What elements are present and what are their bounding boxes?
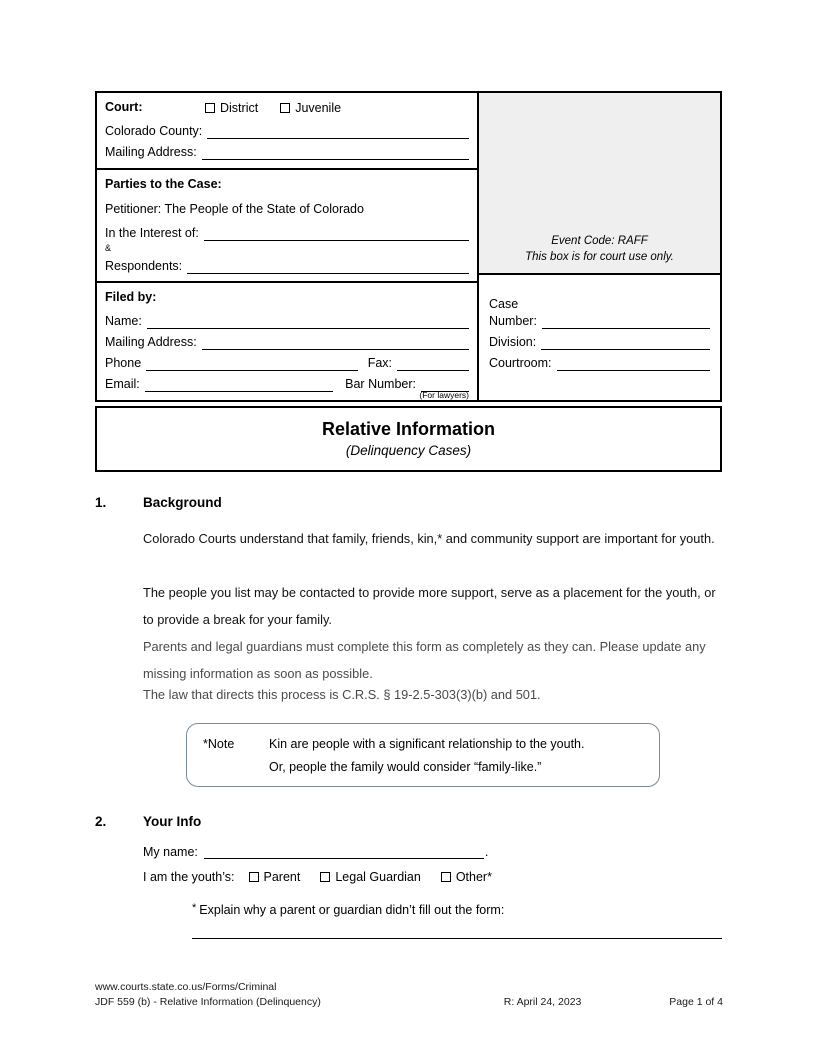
court-option-juvenile[interactable] (280, 101, 341, 115)
filed-by-name-label: Name: (105, 314, 142, 328)
checkbox-other-icon[interactable] (441, 872, 451, 882)
page-title: Relative Information (321, 418, 496, 439)
division-row (489, 335, 710, 350)
relationship-option-legal-guardian[interactable] (320, 870, 420, 884)
filed-by-mailing-row (105, 335, 469, 350)
court-option-district-label: District (220, 100, 259, 115)
case-info-cell (479, 283, 720, 393)
section-1-title: Background (143, 495, 222, 510)
explain-answer-input[interactable] (192, 938, 722, 939)
bar-number-group (345, 377, 469, 400)
relationship-option-other-label: Other* (455, 870, 492, 884)
case-number-row (489, 314, 710, 329)
courtroom-row (489, 356, 710, 371)
footer-revision-date: R: April 24, 2023 (503, 996, 582, 1008)
in-the-interest-of-label: In the Interest of: (105, 226, 199, 240)
relationship-row (143, 870, 512, 884)
respondents-label: Respondents: (105, 259, 183, 273)
colorado-county-row (105, 124, 469, 139)
filed-by-email-label: Email: (105, 377, 140, 391)
court-use-text (479, 233, 720, 265)
note-tag-label: *Note (203, 737, 235, 751)
caption-left-column (97, 93, 479, 283)
filed-by-column (97, 283, 479, 400)
case-label: Case (489, 297, 519, 311)
filed-by-phone-fax-row (105, 356, 469, 371)
court-option-juvenile-label: Juvenile (295, 100, 342, 115)
section-heading-background (95, 495, 222, 510)
division-input[interactable] (541, 336, 710, 350)
court-use-only-text: This box is for court use only. (525, 251, 674, 263)
caption-table (95, 91, 722, 402)
footer-form-id: JDF 559 (b) - Relative Information (Delinquency) (95, 996, 321, 1008)
explain-prompt (192, 902, 504, 917)
background-paragraph-1: Colorado Courts understand that family, friends, kin,* and community support are important for youth. (143, 531, 715, 546)
explain-prompt-label: Explain why a parent or guardian didn’t fill out the form: (199, 903, 505, 917)
court-mailing-address-row (105, 145, 469, 160)
background-paragraph-3: Parents and legal guardians must complete this form as completely as they can. Please update any missing information as soon as possible. (143, 639, 706, 681)
note-callout-box (186, 723, 660, 787)
relationship-option-parent[interactable] (249, 870, 301, 884)
my-name-input[interactable] (204, 845, 484, 859)
ampersand-text: & (105, 243, 112, 253)
my-name-label: My name: (143, 845, 198, 859)
note-line-1 (187, 733, 659, 756)
case-number-input[interactable] (542, 315, 710, 329)
respondents-row (105, 259, 469, 274)
section-2-number: 2. (95, 814, 107, 829)
footer-page-number: Page 1 of 4 (669, 996, 723, 1008)
courtroom-input[interactable] (557, 357, 710, 371)
division-label: Division: (489, 335, 537, 349)
court-option-district[interactable] (205, 101, 258, 115)
section-1-number: 1. (95, 495, 107, 510)
court-use-box (479, 93, 720, 275)
checkbox-legal-guardian-icon[interactable] (320, 872, 330, 882)
footer-row (95, 995, 723, 1010)
courtroom-label: Courtroom: (489, 356, 552, 370)
filed-by-email-bar-row (105, 377, 469, 400)
relationship-option-other[interactable] (441, 870, 492, 884)
parties-cell (97, 170, 477, 283)
relationship-option-legal-guardian-label: Legal Guardian (335, 870, 421, 884)
checkbox-district-icon[interactable] (205, 103, 215, 113)
filed-by-mailing-input[interactable] (202, 336, 469, 350)
checkbox-juvenile-icon[interactable] (280, 103, 290, 113)
filed-by-fax-input[interactable] (397, 357, 469, 371)
note-text-line-2: Or, people the family would consider “family-like.” (269, 760, 542, 774)
relationship-option-parent-label: Parent (263, 870, 301, 884)
court-mailing-address-label: Mailing Address: (105, 145, 197, 159)
filed-by-email-input[interactable] (145, 378, 333, 392)
caption-right-column-upper (479, 93, 720, 283)
footer-url: www.courts.state.co.us/Forms/Criminal (95, 981, 277, 993)
event-code-text: Event Code: RAFF (551, 235, 648, 247)
page-footer (95, 980, 723, 1010)
respondents-input[interactable] (187, 260, 469, 274)
note-line-2 (187, 756, 659, 779)
for-lawyers-note: (For lawyers) (419, 390, 469, 400)
page-subtitle: (Delinquency Cases) (345, 442, 472, 458)
court-cell (97, 93, 477, 170)
in-the-interest-of-row (105, 226, 469, 241)
court-mailing-address-input[interactable] (202, 146, 469, 160)
filed-by-phone-input[interactable] (146, 357, 358, 371)
document-title-block (95, 406, 722, 472)
court-selection-row (105, 100, 469, 115)
background-paragraph-2: The people you list may be contacted to provide more support, serve as a placement for the youth, or to provide a break for your family. (143, 585, 716, 627)
court-label: Court: (105, 100, 143, 114)
section-2-title: Your Info (143, 814, 202, 829)
in-the-interest-of-input[interactable] (204, 227, 469, 241)
filed-by-name-row (105, 314, 469, 329)
filed-by-heading: Filed by: (105, 290, 157, 304)
parties-heading: Parties to the Case: (105, 177, 222, 191)
filed-by-name-input[interactable] (147, 315, 469, 329)
background-paragraph-4: The law that directs this process is C.R.S. § 19-2.5-303(3)(b) and 501. (143, 687, 541, 702)
caption-lower-row (97, 283, 720, 400)
filed-by-fax-label: Fax: (367, 356, 392, 370)
explain-asterisk: * (192, 902, 197, 914)
filed-by-phone-label: Phone (105, 356, 142, 370)
note-spacer (187, 756, 269, 779)
note-text-line-1: Kin are people with a significant relationship to the youth. (269, 737, 585, 751)
section-heading-your-info (95, 814, 201, 829)
filed-by-cell (97, 283, 477, 400)
my-name-row (143, 845, 723, 859)
filed-by-mailing-label: Mailing Address: (105, 335, 197, 349)
case-number-label: Number: (489, 314, 537, 328)
caption-right-column-lower (479, 283, 720, 400)
colorado-county-input[interactable] (207, 125, 469, 139)
bar-number-label: Bar Number: (345, 377, 416, 391)
caption-upper-row (97, 93, 720, 283)
relationship-label: I am the youth’s: (143, 870, 235, 884)
my-name-period: . (484, 845, 489, 859)
colorado-county-label: Colorado County: (105, 124, 203, 138)
petitioner-text: Petitioner: The People of the State of Colorado (105, 202, 364, 216)
checkbox-parent-icon[interactable] (249, 872, 259, 882)
